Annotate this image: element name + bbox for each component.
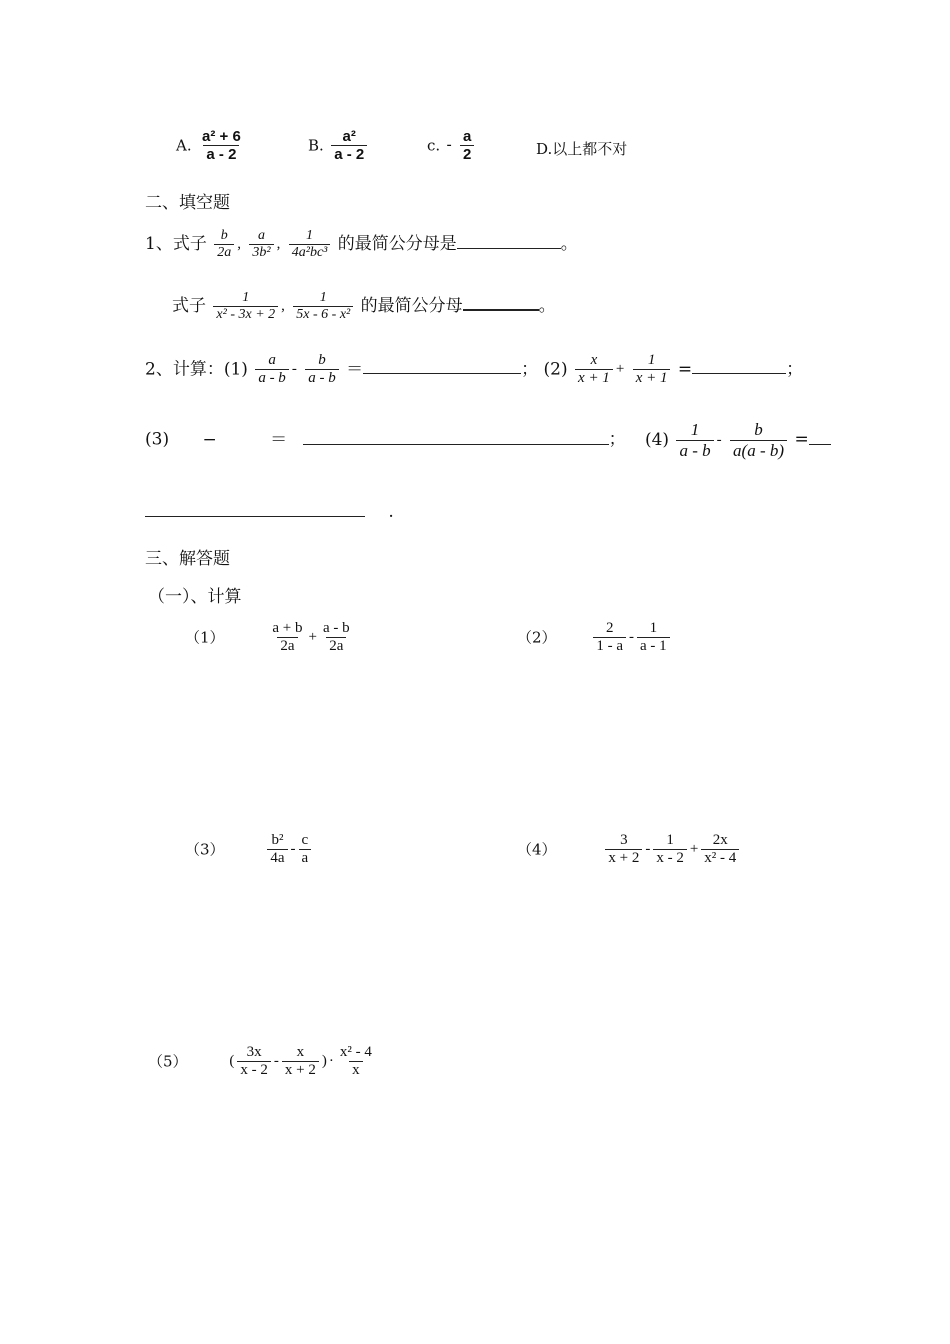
- q2-p4-frac-1: $\frac{1}{a - b}$: [676, 420, 713, 460]
- q2-p3-answer-blank[interactable]: [303, 444, 609, 445]
- q1-line2-prefix: 式子: [172, 296, 206, 317]
- q1-frac-2: $\frac{a}{\text{3b²}}$: [249, 228, 273, 261]
- q2-p4-answer-blank-start[interactable]: [809, 444, 831, 445]
- problem-2-frac-2: $\frac{1}{a - 1}$: [637, 620, 670, 656]
- q2-line2: (3) − ＝ ； (4) $\frac{1}{a - b}$ - $\frac{b}{a(a - b)}$ =: [145, 420, 831, 460]
- q2-p2-label: (2): [543, 359, 568, 380]
- section-3-subtitle: （一）、计算: [148, 587, 242, 607]
- choice-c-sign: -: [446, 137, 452, 154]
- choice-b: [308, 128, 369, 164]
- q2-p4-answer-blank-cont[interactable]: [145, 498, 365, 517]
- q2-p1-answer-blank[interactable]: [363, 373, 521, 374]
- problem-1-frac-1: $\frac{a + b}{2a}$: [272, 620, 303, 655]
- choice-b-label: B.: [308, 136, 324, 155]
- choice-c-label: c.: [427, 136, 441, 155]
- problem-5-label: （5）: [148, 1052, 188, 1071]
- problem-4-frac-2: $\frac{1}{x - 2}$: [653, 832, 687, 868]
- q1-answer-blank[interactable]: [457, 248, 561, 249]
- problem-5-frac-2: $\frac{x}{x + 2}$: [282, 1044, 319, 1080]
- q1-line2-answer-blank[interactable]: [463, 309, 539, 311]
- q1-frac-3: $\frac{1}{\text{4a²bc³}}$: [289, 228, 331, 261]
- choice-a: [176, 128, 246, 164]
- q2-prefix: 2、计算：(1): [145, 359, 248, 380]
- problem-4: （4） $\frac{3}{x + 2}$ - $\frac{1}{x - 2}$ + $\frac{2x}{\text{x² - 4}}$: [517, 832, 741, 868]
- problem-1-frac-2: $\frac{a - b}{2a}$: [322, 620, 350, 655]
- section-2-title: 二、填空题: [145, 193, 230, 213]
- q2-p2-frac-1: $\frac{x}{x + 1}$: [575, 352, 613, 388]
- problem-3: （3） $\frac{\text{b²}}{4a}$ - $\frac{c}{a}$: [185, 832, 313, 868]
- q2-p3-equals: ＝: [270, 429, 288, 450]
- q2-p4-frac-2: $\frac{b}{a(a - b)}$: [730, 420, 787, 460]
- section-3-title: 三、解答题: [145, 549, 230, 569]
- q2-p4-label: (4): [644, 429, 670, 450]
- q2-p3-minus: −: [202, 429, 217, 450]
- problem-5-frac-1: $\frac{3x}{x - 2}$: [237, 1044, 271, 1080]
- choice-a-label: A.: [176, 136, 192, 155]
- q1-line2: 式子 $\frac{1}{\text{x² - 3x + 2}}$ , $\frac{1}{\text{5x - 6 - x²}}$ 的最简公分母 。: [172, 290, 556, 323]
- q1-suffix: 的最简公分母是: [337, 234, 457, 255]
- choice-d: D.以上都不对: [536, 140, 628, 158]
- q1-frac-1: $\frac{b}{2a}$: [214, 228, 234, 261]
- problem-2-label: （2）: [517, 628, 557, 647]
- q2-p2-frac-2: $\frac{1}{x + 1}$: [633, 352, 671, 388]
- choice-a-fraction: $\frac{\text{a² + 6}}{a - 2}$: [202, 128, 241, 164]
- problem-1-label: （1）: [185, 628, 225, 647]
- choice-c: [427, 128, 476, 164]
- problem-1: （1） $\frac{a + b}{2a}$ + $\frac{a - b}{2a}$: [185, 620, 355, 656]
- problem-2-frac-1: $\frac{2}{1 - a}$: [593, 620, 626, 656]
- q1-line2-suffix: 的最简公分母: [360, 296, 463, 317]
- problem-3-label: （3）: [185, 840, 225, 859]
- problem-5-frac-3: $\frac{\text{x² - 4}}{x}$: [339, 1044, 372, 1079]
- problem-2: （2） $\frac{2}{1 - a}$ - $\frac{1}{a - 1}$: [517, 620, 672, 656]
- problem-5: （5） ( $\frac{3x}{x - 2}$ - $\frac{x}{x + 2}$ ) · $\frac{\text{x² - 4}}{x}$: [148, 1044, 377, 1080]
- choice-c-fraction: $\frac{a}{2}$: [460, 128, 474, 164]
- problem-3-frac-1: $\frac{\text{b²}}{4a}$: [267, 832, 287, 868]
- problem-4-frac-3: $\frac{2x}{\text{x² - 4}}$: [701, 832, 739, 868]
- problem-4-label: （4）: [517, 840, 557, 859]
- q1-line2-frac-2: $\frac{1}{\text{5x - 6 - x²}}$: [293, 290, 353, 323]
- q2-line1: 2、计算：(1) $\frac{a}{a - b}$ - $\frac{b}{a - b}$ ＝ ； (2) $\frac{x}{x + 1}$ + $\frac{1}{x + 1}$ = ；: [145, 352, 804, 387]
- q2-p1-frac-1: $\frac{a}{a - b}$: [255, 352, 289, 388]
- q2-line3: .: [145, 498, 394, 522]
- q2-p2-answer-blank[interactable]: [692, 373, 786, 374]
- q2-p1-frac-2: $\frac{b}{a - b}$: [305, 352, 339, 388]
- q1-line2-frac-1: $\frac{1}{\text{x² - 3x + 2}}$: [213, 290, 278, 323]
- q1-line1: 1、式子 $\frac{b}{2a}$ , $\frac{a}{\text{3b²}}$ , $\frac{1}{\text{4a²bc³}}$ 的最简公分母是 。: [145, 228, 578, 261]
- q1-prefix: 1、式子: [145, 234, 207, 255]
- problem-3-frac-2: $\frac{c}{a}$: [299, 832, 312, 868]
- problem-4-frac-1: $\frac{3}{x + 2}$: [605, 832, 642, 868]
- choice-b-fraction: $\frac{\text{a²}}{a - 2}$: [331, 128, 367, 164]
- q2-p3-label: (3): [145, 429, 170, 450]
